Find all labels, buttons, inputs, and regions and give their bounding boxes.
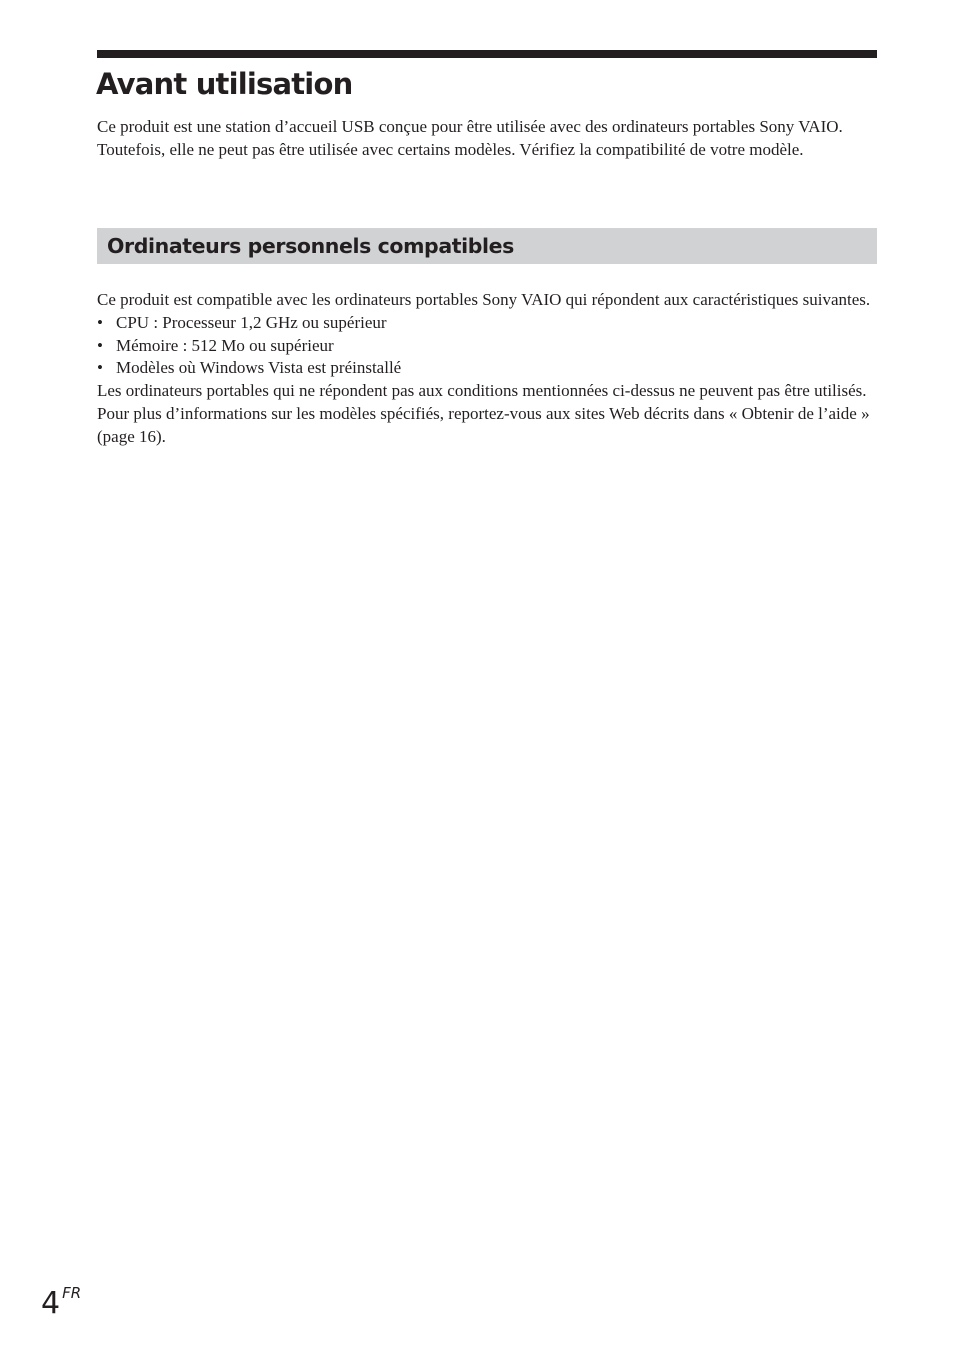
bullet-icon: • xyxy=(97,335,103,355)
list-item xyxy=(97,335,872,358)
list-item xyxy=(97,312,872,335)
title-rule xyxy=(97,50,877,58)
more-info-note: Pour plus d’informations sur les modèles spécifiés, reportez-vous aux sites Web décrits dans « Obtenir de l’aide » (page 16). xyxy=(97,403,870,446)
list-item xyxy=(97,357,872,380)
section-lead-paragraph: Ce produit est compatible avec les ordinateurs portables Sony VAIO qui répondent aux caractéristiques suivantes. xyxy=(97,290,871,309)
page-title: Avant utilisation xyxy=(96,67,353,101)
page-footer xyxy=(41,1284,81,1324)
requirements-list xyxy=(97,312,872,380)
section-title: Ordinateurs personnels compatibles xyxy=(107,234,514,258)
requirement-memory: Mémoire : 512 Mo ou supérieur xyxy=(116,335,334,355)
section-heading-bar xyxy=(97,228,877,264)
page-number: 4 xyxy=(41,1286,60,1321)
bullet-icon: • xyxy=(97,358,103,378)
requirement-os: Modèles où Windows Vista est préinstallé xyxy=(116,358,402,378)
page-language-code: FR xyxy=(62,1284,82,1302)
incompatible-note: Les ordinateurs portables qui ne répondent pas aux conditions mentionnées ci-dessus ne peuvent pas être utilisés. xyxy=(97,381,867,401)
section-body xyxy=(97,289,872,449)
intro-paragraph: Ce produit est une station d’accueil USB conçue pour être utilisée avec des ordinateurs portables Sony VAIO. Toutefois, elle ne peut pas être utilisée avec certains modèles. Vérifiez la compatibilité de votre modèle. xyxy=(97,117,843,159)
requirement-cpu: CPU : Processeur 1,2 GHz ou supérieur xyxy=(116,312,387,332)
bullet-icon: • xyxy=(97,312,103,332)
